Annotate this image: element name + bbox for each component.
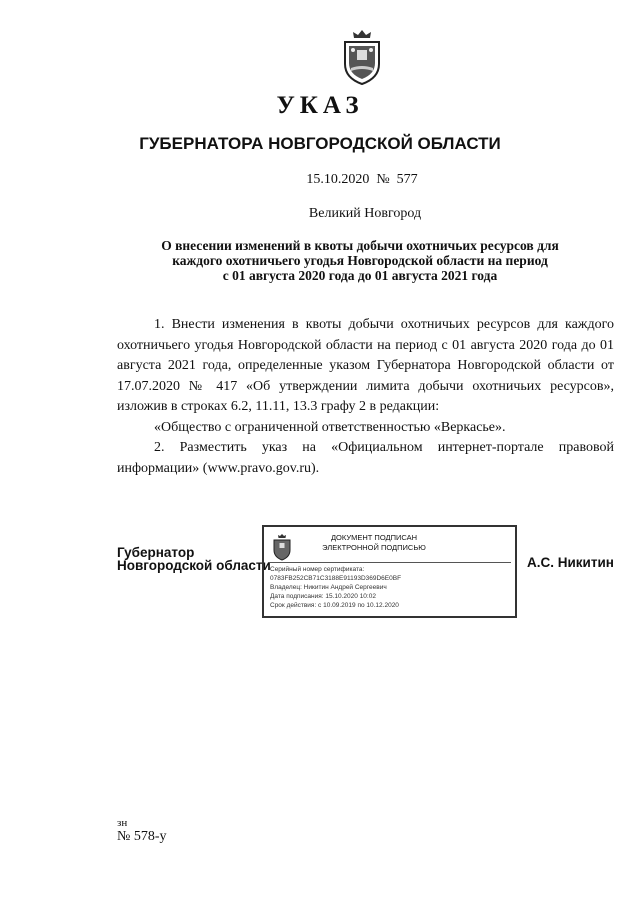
stamp-heading-line: ЭЛЕКТРОННОЙ ПОДПИСЬЮ [322,543,426,552]
signer-position-line: Новгородской области [117,558,271,573]
subject-line: каждого охотничьего угодья Новгородской области на период [172,253,548,268]
subject-line: О внесении изменений в квоты добычи охотничьих ресурсов для [161,238,559,253]
document-subtitle: ГУБЕРНАТОРА НОВГОРОДСКОЙ ОБЛАСТИ [139,134,501,153]
stamp-owner: Владелец: Никитин Андрей Сергеевич [270,584,387,591]
stamp-cert-number: 0783FB252CB71C3188E91193D369D6E0BF [270,575,402,582]
footer-number: № 578-у [117,829,167,844]
document-date-number: 15.10.2020 № 577 [306,172,418,187]
document-body [117,315,614,479]
stamp-heading [314,533,434,553]
document-title: УКАЗ [276,92,364,119]
stamp-coat-of-arms-icon [270,533,294,561]
stamp-signed-date: Дата подписания: 15.10.2020 10:02 [270,593,376,600]
signer-name: А.С. Никитин [527,555,614,570]
body-paragraph: «Общество с ограниченной ответственностью «Веркасье». [154,419,506,435]
body-paragraph: 1. Внести изменения в квоты добычи охотничьих ресурсов для каждого охотничьего угодья Новгородской области на период с 01 августа 2020 года до 01 августа 2021 года, определенные указом Губернатора Новгородской области от 17.07.2020 № 417 «Об утверждении лимита добычи охотничьих ресурсов», изложив в строках 6.2, 11.11, 13.3 графу 2 в редакции: [117,317,614,414]
document-city: Великий Новгород [308,206,422,221]
stamp-validity: Срок действия: с 10.09.2019 по 10.12.2020 [270,602,399,609]
stamp-cert-label: Серийный номер сертификата: [270,566,365,573]
coat-of-arms-icon [337,28,387,86]
electronic-signature-stamp [262,525,517,618]
stamp-heading-line: ДОКУМЕНТ ПОДПИСАН [330,533,418,542]
body-paragraph: 2. Разместить указ на «Официальном интернет-портале правовой информации» (www.pravo.gov.ru). [117,440,614,476]
document-footer [117,816,167,844]
document-subject [110,238,610,283]
subject-line: с 01 августа 2020 года до 01 августа 2021 года [222,268,498,283]
signer-position-line: Губернатор [117,545,195,560]
signer-position [117,546,271,572]
stamp-divider [268,562,511,563]
stamp-details [270,565,401,610]
footer-initials: зн [117,817,128,829]
